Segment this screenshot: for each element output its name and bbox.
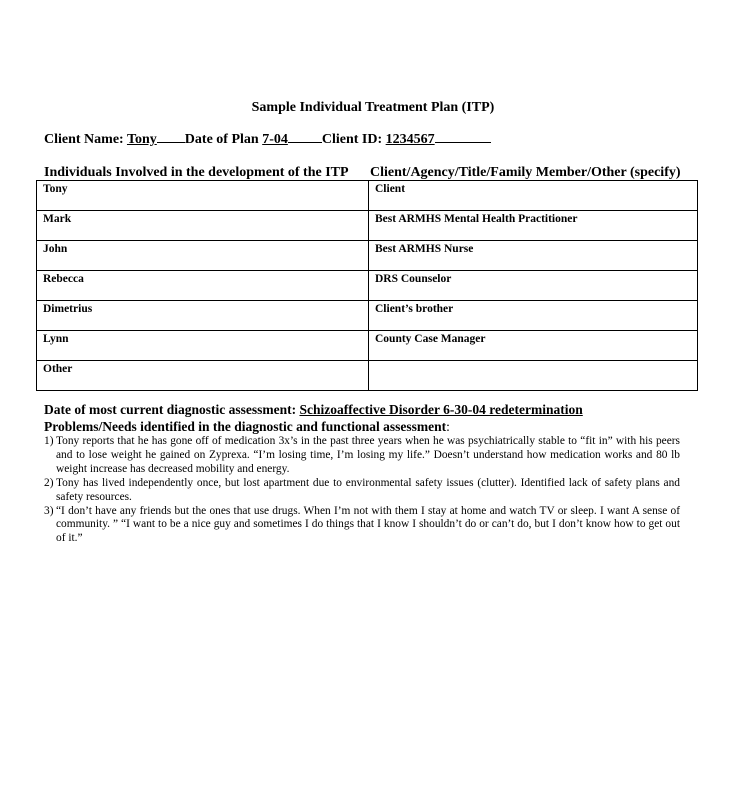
list-item bbox=[44, 435, 680, 477]
individuals-table bbox=[36, 180, 698, 391]
table-cell-role: DRS Counselor bbox=[369, 271, 698, 301]
diagnostic-label: Date of most current diagnostic assessment: bbox=[44, 402, 297, 417]
table-cell-role: County Case Manager bbox=[369, 331, 698, 361]
table-cell-name: Dimetrius bbox=[37, 301, 369, 331]
client-id-blank bbox=[435, 130, 491, 143]
table-row bbox=[37, 181, 698, 211]
list-item-number: 3) bbox=[44, 504, 54, 517]
client-id-value: 1234567 bbox=[385, 132, 435, 147]
client-name-blank bbox=[157, 130, 185, 143]
table-cell-name: Tony bbox=[37, 181, 369, 211]
list-item-number: 2) bbox=[44, 476, 54, 489]
client-info-line bbox=[44, 130, 491, 148]
table-cell-role: Best ARMHS Mental Health Practitioner bbox=[369, 211, 698, 241]
problems-heading bbox=[44, 419, 450, 435]
table-cell-name: John bbox=[37, 241, 369, 271]
table-cell-role: Client’s brother bbox=[369, 301, 698, 331]
list-item bbox=[44, 477, 680, 505]
list-item bbox=[44, 505, 680, 547]
document-title: Sample Individual Treatment Plan (ITP) bbox=[251, 100, 495, 115]
table-header-role: Client/Agency/Title/Family Member/Other (specify) bbox=[370, 165, 681, 180]
table-cell-role: Best ARMHS Nurse bbox=[369, 241, 698, 271]
diagnostic-assessment-line bbox=[44, 402, 583, 418]
client-id-label: Client ID: bbox=[321, 132, 383, 147]
list-item-number: 1) bbox=[44, 435, 54, 447]
list-item-text: Tony reports that he has gone off of medication 3x’s in the past three years when he was psychiatrically stable to “fit in” with his peers and to lose weight he gained on Zyprexa. “I’m losing time, I’m losing my life.” Doesn’t understand how medication works and 80 lb weight increase has decreased mobility and energy. bbox=[56, 435, 680, 475]
problems-heading-text: Problems/Needs identified in the diagnostic and functional assessment bbox=[44, 419, 447, 434]
diagnostic-value: Schizoaffective Disorder 6-30-04 redetermination bbox=[299, 402, 583, 417]
problems-list bbox=[44, 435, 680, 546]
table-cell-role bbox=[369, 361, 698, 391]
date-of-plan-label: Date of Plan bbox=[184, 132, 259, 147]
table-cell-name: Mark bbox=[37, 211, 369, 241]
list-item-text: Tony has lived independently once, but lost apartment due to environmental safety issues (clutter). Identified lack of safety plans and safety resources. bbox=[56, 476, 680, 503]
date-of-plan-value: 7-04 bbox=[262, 132, 288, 147]
table-cell-name: Other bbox=[37, 361, 369, 391]
client-name-value: Tony bbox=[126, 132, 157, 147]
table-row bbox=[37, 211, 698, 241]
table-row bbox=[37, 271, 698, 301]
client-name-label: Client Name: bbox=[44, 132, 124, 147]
table-cell-role: Client bbox=[369, 181, 698, 211]
table-cell-name: Lynn bbox=[37, 331, 369, 361]
table-row bbox=[37, 241, 698, 271]
list-item-text: “I don’t have any friends but the ones that use drugs. When I’m not with them I stay at home and watch TV or sleep. I want A sense of community. ” “I want to be a nice guy and sometimes I do things that I know I shouldn’t do or can’t do, but I don’t know how to get out of it.” bbox=[56, 504, 680, 545]
date-of-plan-blank bbox=[288, 130, 322, 143]
table-cell-name: Rebecca bbox=[37, 271, 369, 301]
table-header-individuals: Individuals Involved in the development of the ITP bbox=[44, 165, 349, 180]
table-row bbox=[37, 331, 698, 361]
problems-heading-colon: : bbox=[446, 419, 450, 434]
table-row bbox=[37, 361, 698, 391]
table-row bbox=[37, 301, 698, 331]
